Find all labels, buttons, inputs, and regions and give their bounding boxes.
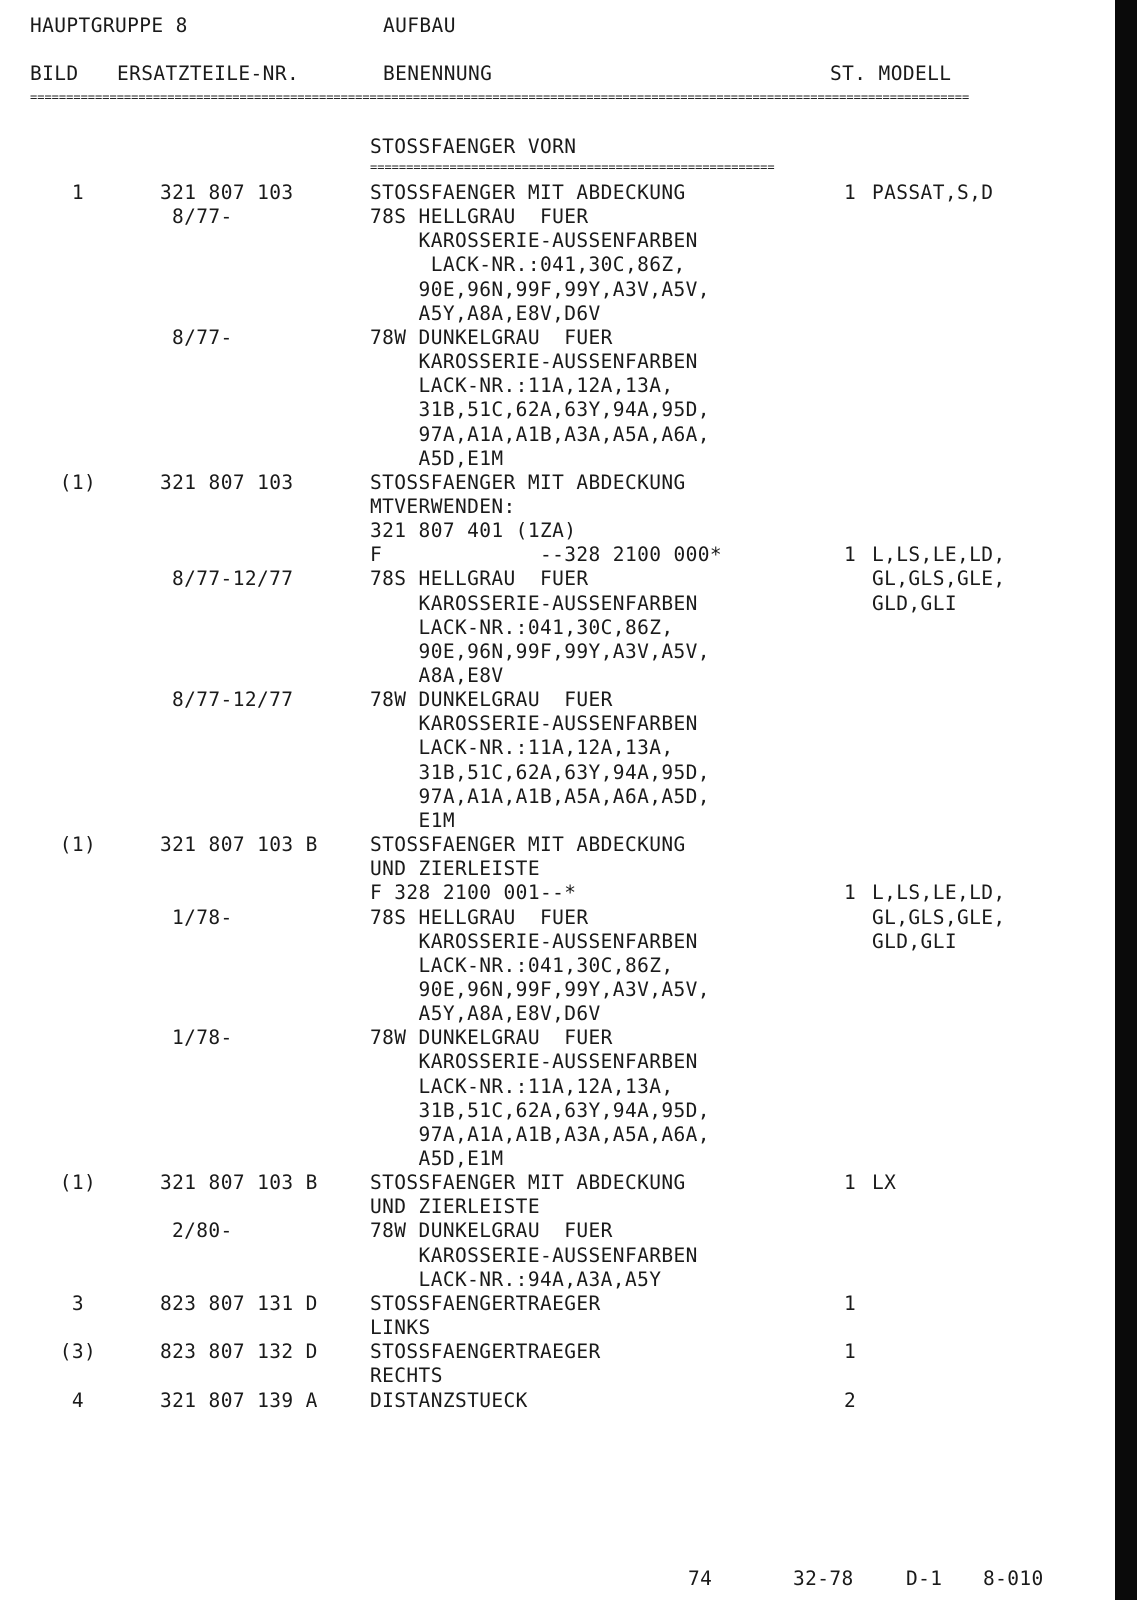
footer-page-number: 74 [688, 1567, 713, 1590]
footer-reference: 8-010 [983, 1567, 1044, 1590]
row-description: 90E,96N,99F,99Y,A3V,A5V, [370, 639, 710, 663]
row-part-number: 823 807 131 D [160, 1291, 318, 1315]
row-description: LACK-NR.:11A,12A,13A, [370, 736, 674, 760]
row-model: LX [872, 1171, 897, 1195]
main-group-label: HAUPTGRUPPE 8 [30, 14, 188, 37]
column-header-bild: BILD [30, 62, 79, 85]
section-label: AUFBAU [383, 14, 456, 37]
row-description: A5D,E1M [370, 446, 504, 470]
row-description: A5D,E1M [370, 1147, 504, 1170]
row-quantity: 1 [844, 1291, 857, 1315]
footer-date-code: 32-78 [793, 1567, 854, 1590]
row-figure-number: (1) [59, 470, 97, 494]
section-title: STOSSFAENGER VORN [370, 135, 577, 158]
row-description: 78S HELLGRAU FUER [370, 567, 589, 591]
row-quantity: 1 [844, 881, 857, 905]
row-description: STOSSFAENGERTRAEGER [370, 1291, 601, 1315]
row-description: A5Y,A8A,E8V,D6V [370, 1002, 601, 1026]
row-model: GLD,GLI [872, 929, 957, 953]
row-figure-number: 1 [71, 181, 85, 204]
section-title-underline: ======================================================== [370, 160, 775, 174]
row-figure-number: (1) [59, 1171, 97, 1195]
row-description: DISTANZSTUECK [370, 1388, 528, 1412]
row-description: 97A,A1A,A1B,A3A,A5A,A6A, [370, 1122, 710, 1146]
row-quantity: 2 [844, 1388, 857, 1412]
row-description: LACK-NR.:11A,12A,13A, [370, 1074, 674, 1098]
column-header-part-number: ERSATZTEILE-NR. [117, 62, 300, 85]
row-description: UND ZIERLEISTE [370, 1195, 540, 1219]
row-description: KAROSSERIE-AUSSENFARBEN [370, 350, 698, 374]
row-quantity: 1 [844, 1171, 857, 1195]
row-date-range: 8/77-12/77 [172, 688, 294, 712]
column-header-qty-model: ST. MODELL [830, 62, 952, 85]
row-description: 97A,A1A,A1B,A5A,A6A,A5D, [370, 784, 710, 808]
row-description: LACK-NR.:94A,A3A,A5Y [370, 1267, 662, 1291]
row-description: A8A,E8V [370, 664, 504, 687]
row-figure-number: (3) [59, 1340, 97, 1364]
row-description: KAROSSERIE-AUSSENFARBEN [370, 1050, 698, 1074]
row-description: KAROSSERIE-AUSSENFARBEN [370, 591, 698, 615]
row-description: 31B,51C,62A,63Y,94A,95D, [370, 398, 710, 422]
row-description: 90E,96N,99F,99Y,A3V,A5V, [370, 977, 710, 1001]
row-quantity: 1 [844, 1340, 857, 1364]
row-description: LACK-NR.:041,30C,86Z, [370, 615, 674, 639]
row-date-range: 8/77-12/77 [172, 567, 294, 591]
row-description: 78S HELLGRAU FUER [370, 205, 589, 229]
row-model: GLD,GLI [872, 591, 957, 615]
row-model: PASSAT,S,D [872, 181, 994, 204]
row-description: 31B,51C,62A,63Y,94A,95D, [370, 760, 710, 784]
row-description: F 328 2100 001--* [370, 881, 577, 905]
row-description: 78W DUNKELGRAU FUER [370, 1026, 613, 1050]
row-description: STOSSFAENGER MIT ABDECKUNG [370, 470, 686, 494]
row-description: KAROSSERIE-AUSSENFARBEN [370, 1243, 698, 1267]
row-date-range: 2/80- [172, 1219, 233, 1243]
row-part-number: 321 807 103 B [160, 1171, 318, 1195]
row-description: 78S HELLGRAU FUER [370, 905, 589, 929]
row-description: STOSSFAENGER MIT ABDECKUNG [370, 833, 686, 857]
row-quantity: 1 [844, 543, 857, 567]
row-description: KAROSSERIE-AUSSENFARBEN [370, 712, 698, 736]
row-figure-number: (1) [59, 833, 97, 857]
row-description: A5Y,A8A,E8V,D6V [370, 301, 601, 325]
row-date-range: 8/77- [172, 325, 233, 349]
row-part-number: 321 807 103 [160, 470, 294, 494]
row-description: UND ZIERLEISTE [370, 857, 540, 881]
row-figure-number: 3 [71, 1291, 85, 1315]
row-description: LACK-NR.:041,30C,86Z, [370, 953, 674, 977]
row-model: L,LS,LE,LD, [872, 543, 1006, 567]
footer-sheet: D-1 [906, 1567, 943, 1590]
row-description: 321 807 401 (1ZA) [370, 519, 577, 543]
row-figure-number: 4 [71, 1388, 85, 1412]
row-date-range: 1/78- [172, 1026, 233, 1050]
row-description: 78W DUNKELGRAU FUER [370, 1219, 613, 1243]
scan-edge-bar [1115, 0, 1137, 1600]
row-description: F --328 2100 000* [370, 543, 723, 567]
row-description: 90E,96N,99F,99Y,A3V,A5V, [370, 277, 710, 301]
row-description: RECHTS [370, 1364, 443, 1388]
row-description: LACK-NR.:041,30C,86Z, [370, 253, 686, 277]
row-description: STOSSFAENGER MIT ABDECKUNG [370, 1171, 686, 1195]
row-quantity: 1 [844, 181, 857, 204]
column-header-description: BENENNUNG [383, 62, 493, 85]
header-separator: ================================================================================================================================== [30, 90, 970, 104]
row-description: 78W DUNKELGRAU FUER [370, 688, 613, 712]
row-part-number: 321 807 139 A [160, 1388, 318, 1412]
row-part-number: 321 807 103 [160, 181, 294, 204]
row-description: KAROSSERIE-AUSSENFARBEN [370, 229, 698, 253]
row-description: LINKS [370, 1316, 431, 1340]
row-description: 31B,51C,62A,63Y,94A,95D, [370, 1098, 710, 1122]
row-description: KAROSSERIE-AUSSENFARBEN [370, 929, 698, 953]
row-description: STOSSFAENGERTRAEGER [370, 1340, 601, 1364]
row-description: 97A,A1A,A1B,A3A,A5A,A6A, [370, 422, 710, 446]
row-description: STOSSFAENGER MIT ABDECKUNG [370, 181, 686, 204]
row-part-number: 321 807 103 B [160, 833, 318, 857]
row-date-range: 8/77- [172, 205, 233, 229]
row-description: 78W DUNKELGRAU FUER [370, 325, 613, 349]
row-part-number: 823 807 132 D [160, 1340, 318, 1364]
row-description: MTVERWENDEN: [370, 494, 516, 518]
row-model: GL,GLS,GLE, [872, 567, 1006, 591]
row-model: L,LS,LE,LD, [872, 881, 1006, 905]
row-description: LACK-NR.:11A,12A,13A, [370, 374, 674, 398]
row-description: E1M [370, 808, 455, 832]
row-model: GL,GLS,GLE, [872, 905, 1006, 929]
row-date-range: 1/78- [172, 905, 233, 929]
